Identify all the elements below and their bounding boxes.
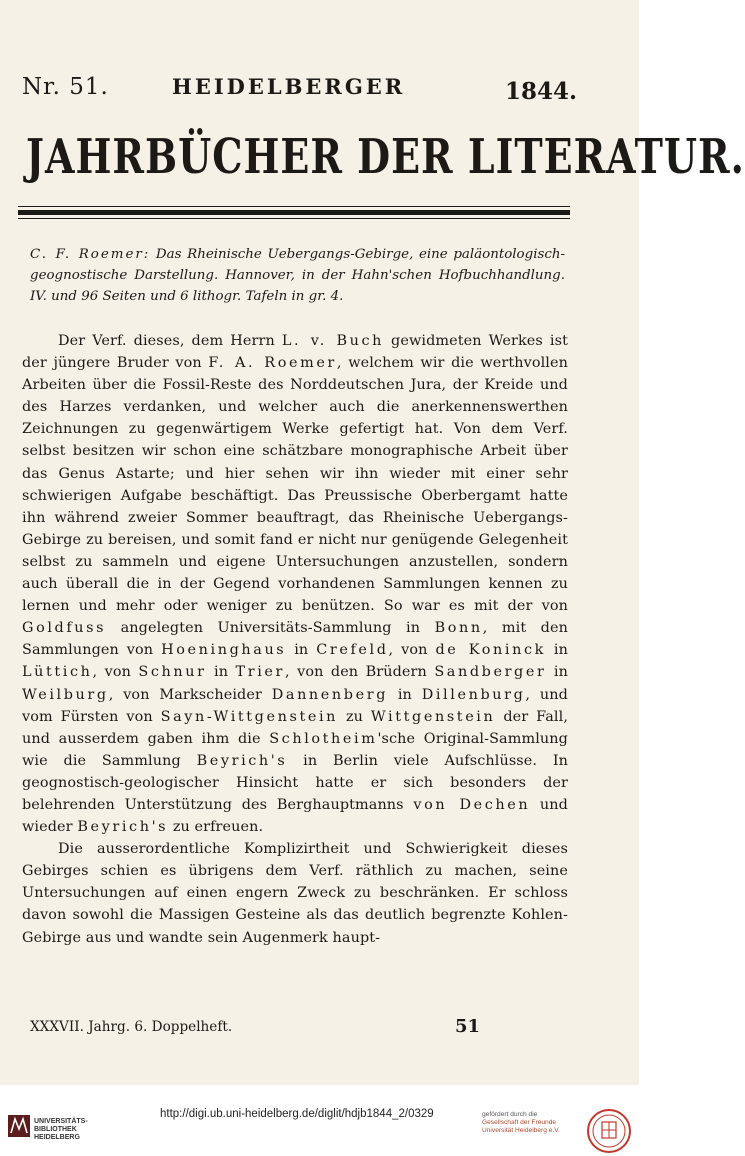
text-run: , mit den Sammlungen von bbox=[22, 620, 568, 659]
university-library-name[interactable] bbox=[34, 1118, 104, 1142]
masthead-city: HEIDELBERGER bbox=[172, 74, 406, 99]
text-run: , von bbox=[388, 642, 428, 659]
person-name: Hoeninghaus bbox=[161, 642, 287, 659]
text-run: in bbox=[294, 642, 309, 659]
funding-note bbox=[482, 1111, 582, 1135]
person-name: Sandberger bbox=[434, 664, 547, 681]
text-run: , von den Brüdern bbox=[285, 664, 427, 681]
issue-number: Nr. 51. bbox=[22, 74, 109, 100]
text-run: in bbox=[397, 686, 412, 703]
library-line: BIBLIOTHEK bbox=[34, 1126, 77, 1133]
review-heading bbox=[30, 244, 565, 307]
university-library-logo-icon[interactable] bbox=[8, 1115, 30, 1137]
person-name: Schlotheim bbox=[269, 730, 378, 747]
text-run: in bbox=[553, 664, 568, 681]
place-name: Crefeld bbox=[316, 642, 389, 659]
text-run: der Fall, und ausserdem gaben ihm die bbox=[22, 708, 568, 747]
place-name: Wittgenstein bbox=[370, 708, 496, 725]
text-run: angelegten Universitäts-Sammlung in bbox=[120, 620, 421, 637]
place-name: Lüttich bbox=[22, 664, 93, 681]
place-name: Berlin bbox=[332, 752, 379, 769]
masthead bbox=[22, 74, 577, 110]
person-name: Schnur bbox=[138, 664, 207, 681]
place-name: Bonn bbox=[434, 620, 483, 637]
permalink-url[interactable]: http://digi.ub.uni-heidelberg.de/diglit/hdjb1844_2/0329 bbox=[160, 1108, 434, 1120]
paragraph-1 bbox=[22, 330, 568, 838]
text-run: , und vom Fürsten von bbox=[22, 686, 568, 725]
funder-name: Universität Heidelberg e.V. bbox=[482, 1127, 560, 1134]
society-seal-icon[interactable] bbox=[586, 1108, 632, 1154]
signature-mark: XXXVII. Jahrg. 6. Doppelheft. bbox=[30, 1019, 233, 1035]
text-run: in bbox=[303, 752, 318, 769]
page-folio bbox=[22, 1016, 568, 1042]
text-run: zu bbox=[345, 708, 363, 725]
text-run: und wieder bbox=[22, 796, 568, 836]
page-number: 51 bbox=[455, 1016, 481, 1037]
place-name: Dillenburg bbox=[421, 686, 526, 703]
person-name: Sayn-Wittgenstein bbox=[160, 708, 339, 725]
text-run: viele Aufschlüsse. In geognostisch-geologischer Hinsicht hatte er sich besonders der belehrenden Unterstützung des Berghauptmanns bbox=[22, 752, 568, 813]
person-name: Beyrich's bbox=[196, 752, 288, 769]
title-rule bbox=[18, 206, 570, 221]
text-run: , von Markscheider bbox=[108, 686, 262, 703]
reviewed-author: C. F. Roemer: bbox=[30, 247, 151, 262]
text-run: in bbox=[214, 664, 229, 681]
library-line: UNIVERSITÄTS- bbox=[34, 1118, 88, 1125]
funder-name: Gesellschaft der Freunde bbox=[482, 1119, 557, 1126]
issue-year: 1844. bbox=[504, 78, 577, 105]
article-body bbox=[22, 330, 568, 949]
person-name: von Dechen bbox=[413, 796, 531, 813]
text-run: Der Verf. dieses, dem Herrn bbox=[58, 333, 275, 349]
person-name: Beyrich's bbox=[77, 819, 169, 836]
funding-label: gefördert durch die bbox=[482, 1111, 538, 1118]
text-run: , von bbox=[92, 664, 131, 681]
person-name: Goldfuss bbox=[22, 620, 107, 637]
place-name: Weilburg bbox=[22, 686, 109, 703]
text-run: in bbox=[553, 642, 568, 659]
paragraph-2: Die ausserordentliche Komplizirtheit und Schwierigkeit dieses Gebirges schien es übrigens dem Verf. räthlich zu machen, seine Untersuchungen auf einen engern Zweck zu beschränken. Er schloss davon sowohl die Massigen Gesteine als das deutlich begrenzte Kohlen-Gebirge aus und wandte sein Augenmerk haupt- bbox=[22, 841, 568, 946]
place-name: Trier bbox=[235, 664, 286, 681]
journal-title: JAHRBÜCHER DER LITERATUR. bbox=[26, 128, 745, 185]
person-name: de Koninck bbox=[435, 642, 546, 659]
person-name: Dannenberg bbox=[271, 686, 389, 703]
person-name: L. v. Buch bbox=[281, 333, 385, 349]
text-run: , welchem wir die werthvollen Arbeiten über die Fossil-Reste des Norddeutschen Jura, der Kreide und des Harzes verdanken, und welcher auch die anerkennenswerthen Zeichnungen zu gegenwärtigem Werke gefertigt hat. Von dem Verf. selbst besitzen wir schon eine schätzbare monographische Arbeit über das Genus Astarte; und hier sehen wir ihn wieder mit einer sehr schwierigen Aufgabe beschäftigt. Das Preussische Oberbergamt hatte ihn während zweier Sommer beauftragt, das Rheinische Uebergangs-Gebirge zu bereisen, und somit fand er nicht nur genügende Gelegenheit selbst zu sammeln und eigene Untersuchungen anzustellen, sondern auch überall die in der Gegend vorhandenen Sammlungen kennen zu lernen und mehr oder weniger zu benützen. So war es mit der von bbox=[22, 355, 568, 615]
text-run: gewidmeten Werkes ist der jüngere Bruder von bbox=[22, 333, 568, 372]
person-name: F. A. Roemer bbox=[208, 355, 337, 372]
text-run: zu erfreuen. bbox=[172, 819, 264, 836]
library-line: HEIDELBERG bbox=[34, 1134, 80, 1141]
text-run: 'sche Original-Sammlung wie die Sammlung bbox=[22, 730, 568, 769]
reviewed-work-citation: Das Rheinische Uebergangs-Gebirge, eine paläontologisch-geognostische Darstellung. Hannover, in der Hahn'schen Hofbuchhandlung. IV. und 96 Seiten und 6 lithogr. Tafeln in gr. 4. bbox=[30, 247, 565, 304]
